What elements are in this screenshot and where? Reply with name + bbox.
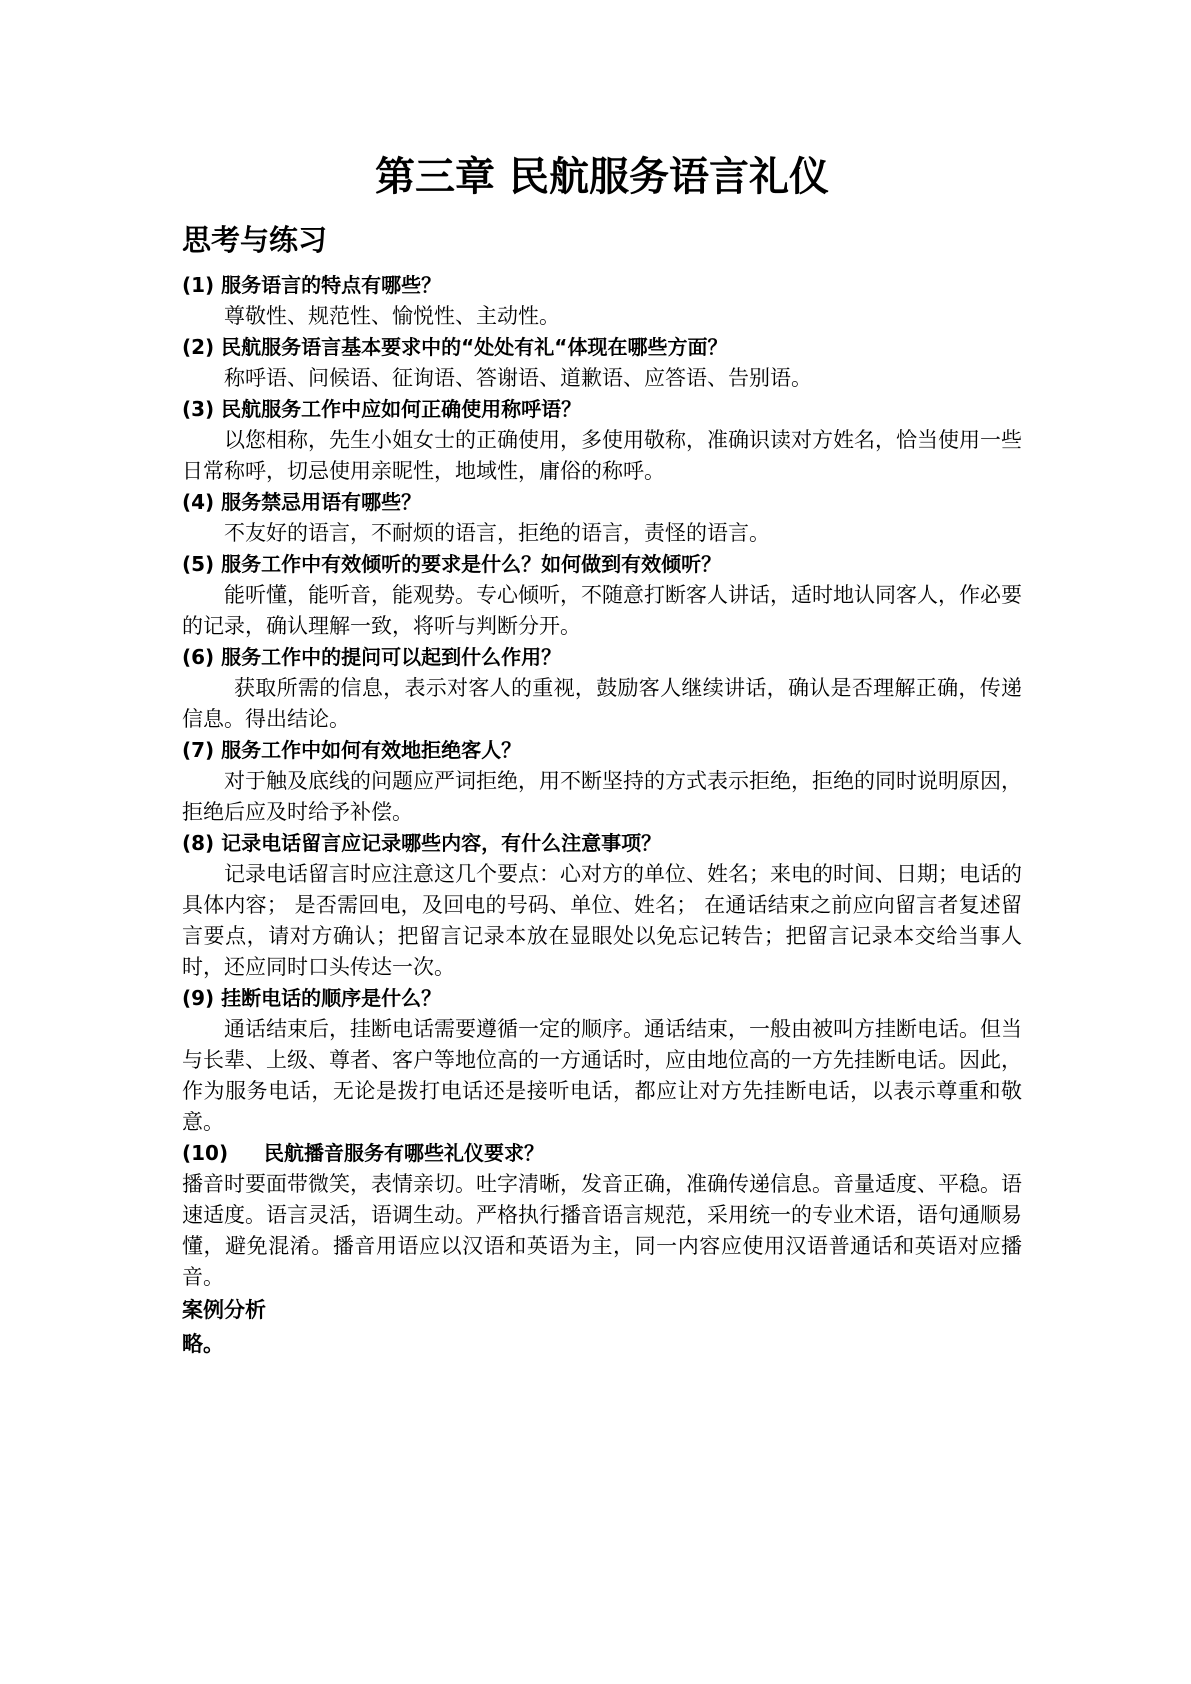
case-analysis-answer: 略。 [182,1332,224,1356]
question: (1) 服务语言的特点有哪些？ [182,273,442,297]
qa-item [182,549,1022,642]
question: (7) 服务工作中如何有效地拒绝客人？ [182,738,522,762]
section-title: 思考与练习 [182,223,328,257]
answer: 对于触及底线的问题应严词拒绝，用不断坚持的方式表示拒绝，拒绝的同时说明原因，拒绝后应及时给予补偿。 [182,769,1022,824]
answer: 播音时要面带微笑，表情亲切。吐字清晰，发音正确，准确传递信息。音量适度、平稳。语速适度。语言灵活，语调生动。严格执行播音语言规范，采用统一的专业术语，语句通顺易懂，避免混淆。播音用语应以汉语和英语为主，同一内容应使用汉语普通话和英语对应播音。 [182,1172,1022,1289]
question: (9) 挂断电话的顺序是什么？ [182,986,442,1010]
answer: 以您相称，先生小姐女士的正确使用，多使用敬称，准确识读对方姓名，恰当使用一些日常称呼，切忌使用亲昵性，地域性，庸俗的称呼。 [182,428,1022,483]
question-text: 民航播音服务有哪些礼仪要求？ [264,1141,544,1165]
chapter-title: 第三章 民航服务语言礼仪 [375,154,829,200]
qa-item [182,1138,1022,1293]
qa-item [182,332,1022,394]
question: (3) 民航服务工作中应如何正确使用称呼语？ [182,397,582,421]
answer: 记录电话留言时应注意这几个要点：心对方的单位、姓名；来电的时间、日期；电话的具体内容； 是否需回电，及回电的号码、单位、姓名； 在通话结束之前应向留言者复述留言要点，请对方确认；把留言记录本放在显眼处以免忘记转告；把留言记录本交给当事人时，还应同时口头传达一次。 [182,862,1022,979]
qa-item [182,735,1022,828]
qa-item [182,828,1022,983]
qa-item [182,983,1022,1138]
qa-list [182,270,1022,1361]
question: (4) 服务禁忌用语有哪些？ [182,490,422,514]
qa-item [182,394,1022,487]
answer: 获取所需的信息，表示对客人的重视，鼓励客人继续讲话，确认是否理解正确，传递信息。得出结论。 [182,676,1022,731]
answer: 不友好的语言，不耐烦的语言，拒绝的语言，责怪的语言。 [224,521,770,545]
answer: 称呼语、问候语、征询语、答谢语、道歉语、应答语、告别语。 [224,366,812,390]
question-number: (10) [182,1141,229,1165]
qa-item [182,487,1022,549]
question: (5) 服务工作中有效倾听的要求是什么？如何做到有效倾听？ [182,552,722,576]
question: (8) 记录电话留言应记录哪些内容，有什么注意事项？ [182,831,662,855]
question: (6) 服务工作中的提问可以起到什么作用？ [182,645,562,669]
qa-item [182,642,1022,735]
qa-item [182,270,1022,332]
answer: 尊敬性、规范性、愉悦性、主动性。 [224,304,560,328]
answer: 通话结束后，挂断电话需要遵循一定的顺序。通话结束，一般由被叫方挂断电话。但当与长辈、上级、尊者、客户等地位高的一方通话时，应由地位高的一方先挂断电话。因此，作为服务电话，无论是拨打电话还是接听电话，都应让对方先挂断电话，以表示尊重和敬意。 [182,1017,1022,1134]
question [182,1138,1022,1169]
answer: 能听懂，能听音，能观势。专心倾听，不随意打断客人讲话，适时地认同客人，作必要的记录，确认理解一致，将听与判断分开。 [182,583,1022,638]
question: (2) 民航服务语言基本要求中的“处处有礼“体现在哪些方面？ [182,335,728,359]
case-analysis-title: 案例分析 [182,1298,266,1322]
